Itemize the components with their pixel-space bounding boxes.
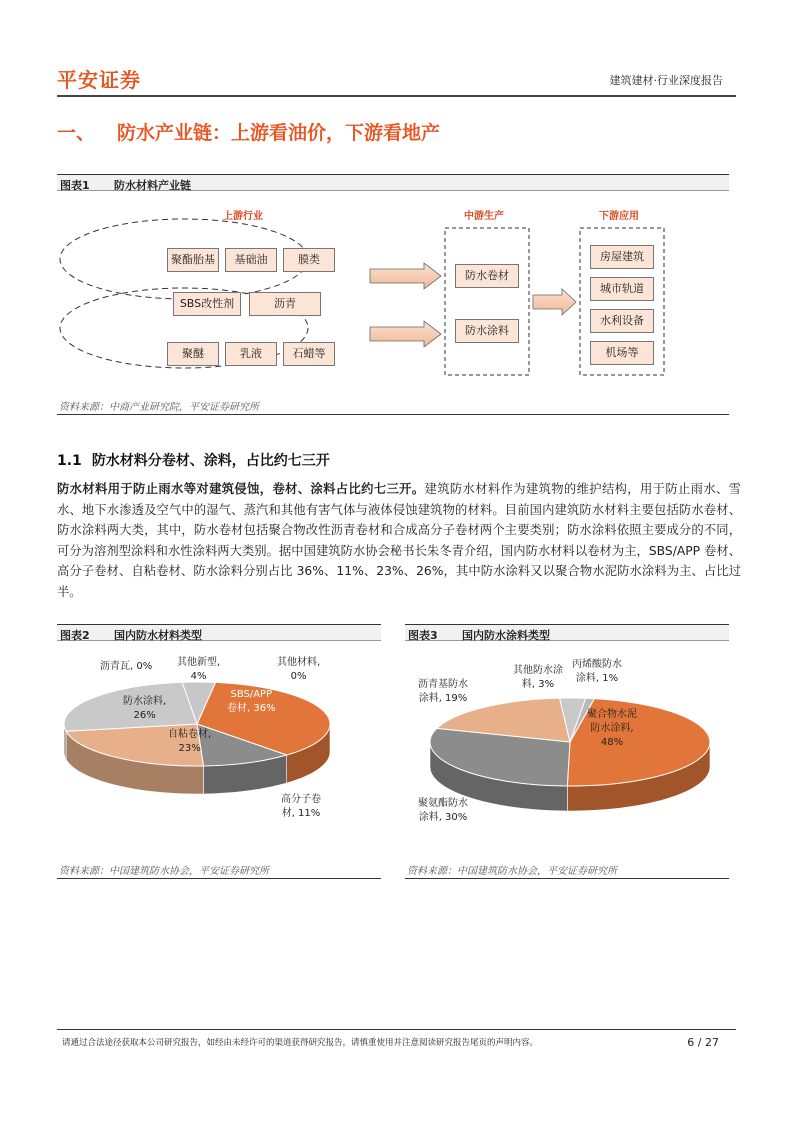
figure3-label-asphalt-based: 沥青基防水 涂料, 19% [418, 679, 468, 704]
subsection-title [57, 450, 330, 470]
midstream-label: 中游生产 [464, 211, 504, 222]
subsection-title-text: 防水材料分卷材、涂料，占比约七三开 [91, 453, 330, 469]
figure2-label-self-adhesive: 自粘卷材, 23% [168, 729, 212, 754]
figure3-label-other-coating: 其他防水涂 料, 3% [513, 665, 563, 690]
figure1-number: 图表1 [60, 179, 90, 192]
paragraph-text: 建筑防水材料作为建筑物的维护结构，用于防止雨水、雪水、地下水渗透及空气中的湿气、蒸汽和其他有害气体与液体侵蚀建筑物的材料。目前国内建筑防水材料主要包括防水卷材、防水涂料两大类，其中，防水卷材包括聚合物改性沥青卷材和合成高分子卷材两个主要类别；防水涂料依照主要成分的不同，可分为溶剂型涂料和水性涂料两大类别。据中国建筑防水协会秘书长朱冬青介绍，国内防水材料以卷材为主，SBS/APP 卷材、高分子卷材、自粘卷材、防水涂料分别占比 36%、11%、23%、26%，其中防水涂料又以聚合物水泥防水涂料为主、占比过半。 [57, 482, 741, 599]
figure1-title: 防水材料产业链 [114, 179, 191, 192]
figure2-source: 资料来源：中国建筑防水协会，平安证券研究所 [57, 862, 381, 879]
figure3-title: 国内防水涂料类型 [462, 629, 550, 642]
upstream-node-film: 膜类 [283, 248, 335, 272]
subsection-number: 1.1 [57, 453, 82, 469]
downstream-node-airport: 机场等 [590, 341, 654, 365]
arrow-midstream-to-downstream [533, 289, 576, 315]
upstream-node-sbs-modifier: SBS改性剂 [173, 292, 241, 316]
upstream-label: 上游行业 [223, 211, 263, 222]
figure1-title-bar [57, 174, 729, 191]
upstream-node-polyether: 聚醚 [167, 342, 219, 366]
industry-chain-diagram [57, 195, 729, 395]
figure2-label-asphalt-tile: 沥青瓦, 0% [100, 661, 153, 672]
midstream-node-coil: 防水卷材 [455, 264, 519, 288]
figure2-number: 图表2 [60, 629, 90, 642]
figure2-label-sbs: SBS/APP 卷材, 36% [227, 689, 276, 714]
body-paragraph [57, 479, 741, 602]
brand-logo: 平安证券 [57, 68, 141, 92]
upstream-node-asphalt: 沥青 [249, 292, 321, 316]
report-category: 建筑建材·行业深度报告 [609, 74, 723, 87]
figure2-label-other-materials: 其他材料, 0% [277, 657, 321, 682]
figure2-title: 国内防水材料类型 [114, 629, 202, 642]
arrow-upstream-to-coating [370, 321, 441, 347]
upstream-node-paraffin: 石蜡等 [283, 342, 335, 366]
page-number: 6 / 27 [687, 1036, 719, 1049]
figure2-label-polymer: 高分子卷 材, 11% [281, 794, 321, 819]
midstream-group-box [445, 228, 529, 375]
footer-divider [57, 1029, 736, 1030]
figure3-source: 资料来源：中国建筑防水协会，平安证券研究所 [405, 862, 729, 879]
footer-disclaimer: 请通过合法途径获取本公司研究报告，如经由未经许可的渠道获得研究报告，请慎重使用并注意阅读研究报告尾页的声明内容。 [62, 1038, 539, 1048]
paragraph-lead: 防水材料用于防止雨水等对建筑侵蚀，卷材、涂料占比约七三开。 [57, 482, 425, 496]
figure3-label-polymer-cement: 聚合物水泥 防水涂料, 48% [587, 709, 637, 748]
figure2-label-coating: 防水涂料, 26% [123, 696, 167, 721]
downstream-label: 下游应用 [599, 211, 639, 222]
figure2-pie-chart [57, 645, 381, 855]
arrow-upstream-to-coil [370, 263, 441, 289]
section-title-text: 防水产业链：上游看油价，下游看地产 [117, 122, 441, 144]
downstream-node-housing: 房屋建筑 [590, 245, 654, 269]
figure3-number: 图表3 [408, 629, 438, 642]
upstream-node-emulsion: 乳液 [225, 342, 277, 366]
figure1-source: 资料来源：中商产业研究院，平安证券研究所 [57, 398, 729, 415]
upstream-node-polyester: 聚酯胎基 [167, 248, 219, 272]
midstream-node-coating: 防水涂料 [455, 319, 519, 343]
downstream-node-water: 水利设备 [590, 309, 654, 333]
header-divider [57, 95, 736, 97]
section-number: 一、 [57, 122, 96, 144]
figure3-label-acrylic: 丙烯酸防水 涂料, 1% [572, 659, 622, 684]
section-title [57, 118, 440, 145]
figure3-label-polyurethane: 聚氨酯防水 涂料, 30% [418, 798, 468, 823]
upstream-node-base-oil: 基础油 [225, 248, 277, 272]
figure2-label-other-new: 其他新型, 4% [177, 657, 221, 682]
figure3-pie-chart [405, 645, 729, 855]
figure3-title-bar [405, 624, 729, 641]
figure2-title-bar [57, 624, 381, 641]
downstream-node-rail: 城市轨道 [590, 277, 654, 301]
